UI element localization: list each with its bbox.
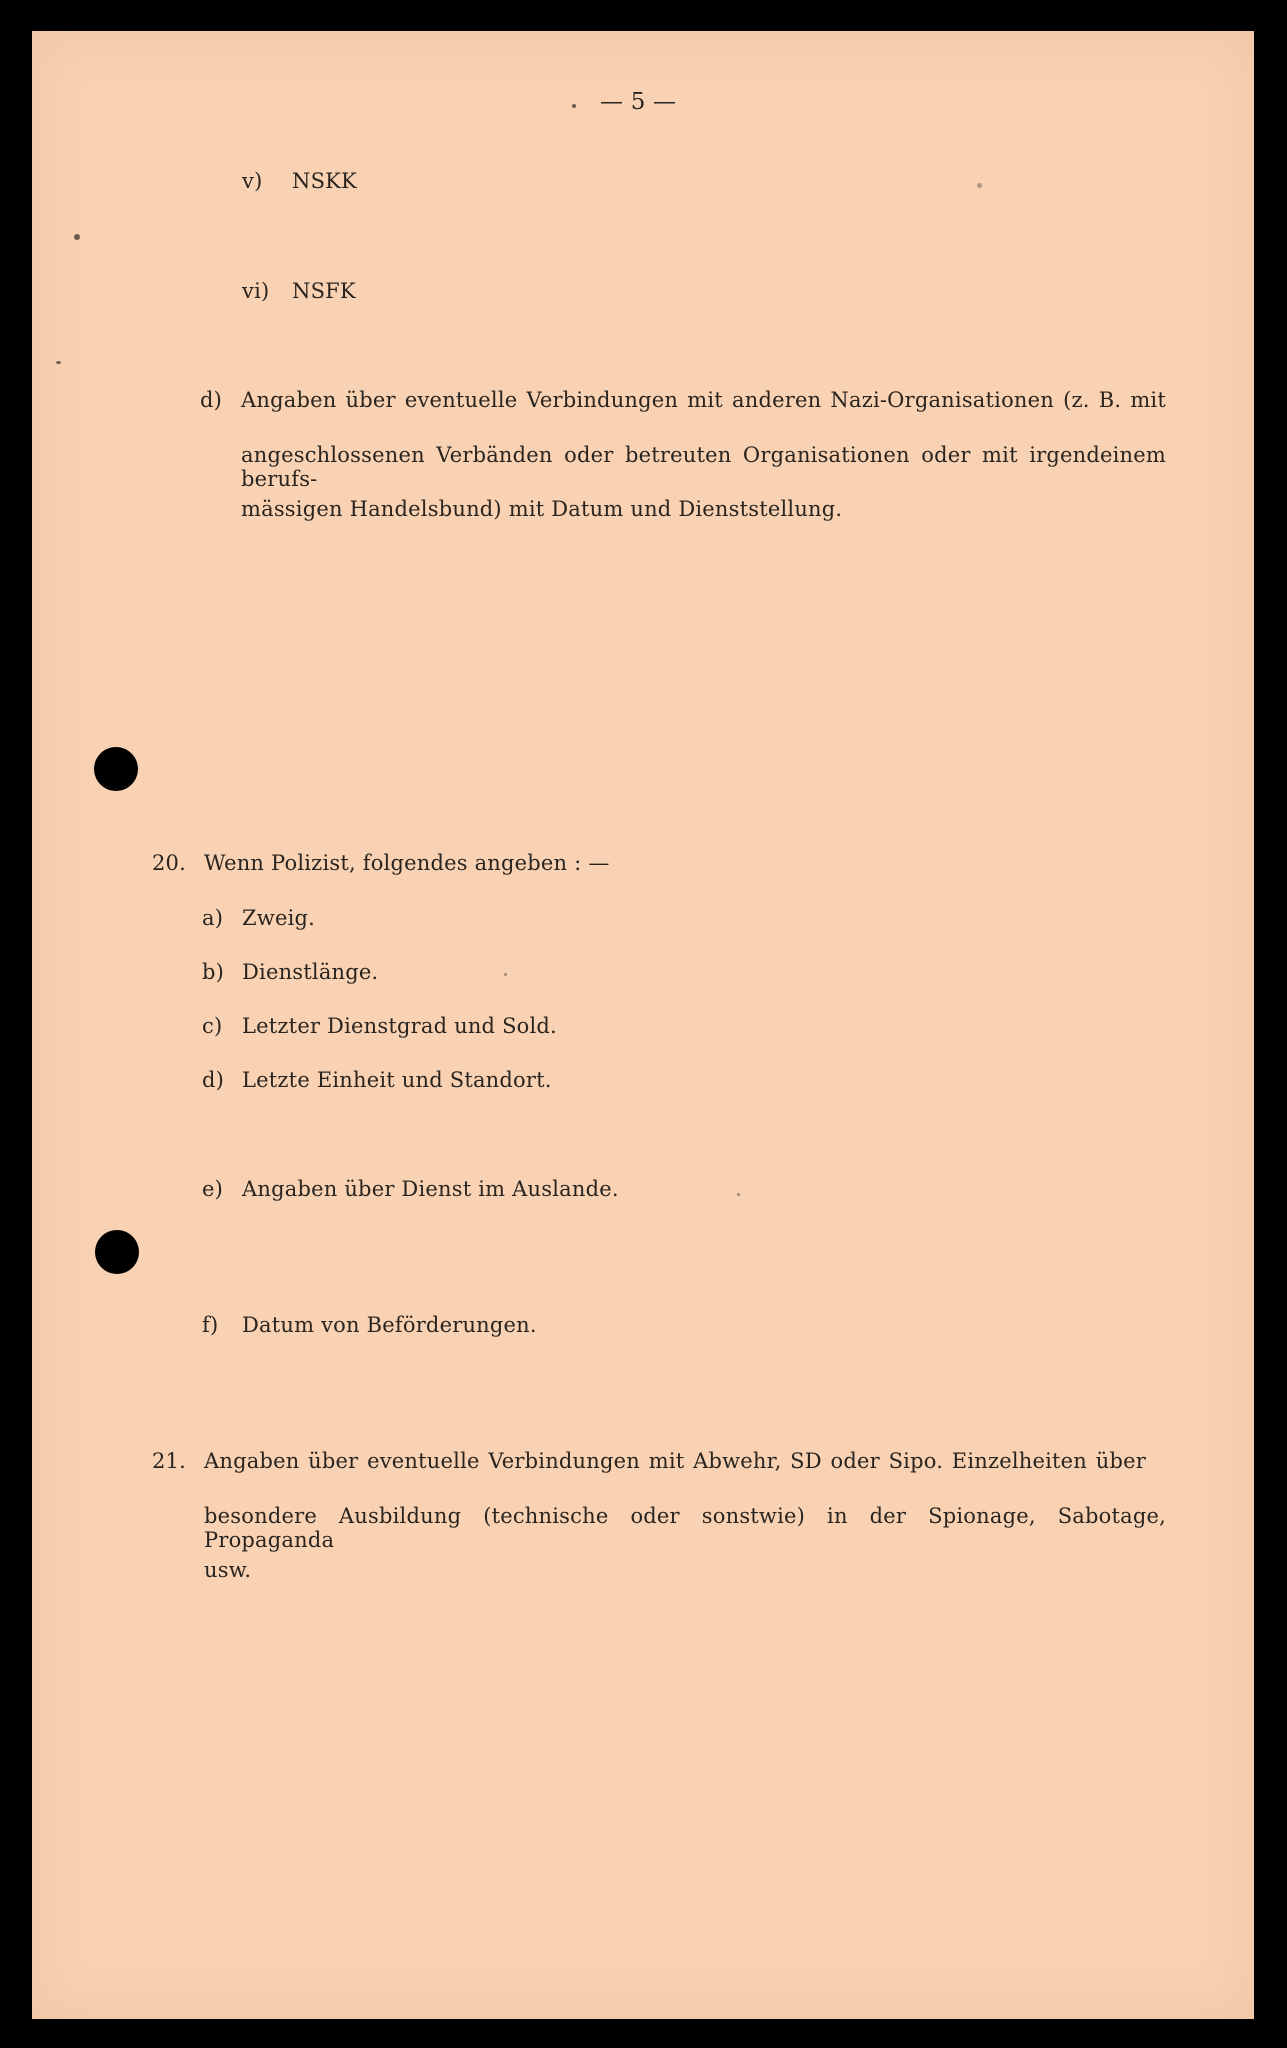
item-vi [242, 279, 356, 303]
d-section-line-3: mässigen Handelsbund) mit Datum und Dienststellung. [241, 497, 843, 521]
q21-line-1: Angaben über eventuelle Verbindungen mit Abwehr, SD oder Sipo. Einzelheiten über [204, 1449, 1146, 1473]
sub-text: Letzte Einheit und Standort. [242, 1068, 552, 1092]
d-section-marker: d) [200, 388, 223, 412]
paper-speck [977, 183, 982, 188]
d-section-line-1: Angaben über eventuelle Verbindungen mit anderen Nazi-Organisationen (z. B. mit [241, 388, 1166, 412]
sub-marker: d) [202, 1068, 225, 1092]
sub-text: Zweig. [242, 906, 316, 930]
sub-marker: e) [202, 1177, 224, 1201]
punch-hole [95, 1230, 139, 1274]
item-text: NSKK [292, 169, 357, 193]
sub-text: Dienstlänge. [242, 960, 379, 984]
q20-sub-c [202, 1014, 557, 1038]
q21-number: 21. [152, 1449, 186, 1473]
q20-sub-b [202, 960, 378, 984]
q21-line-3: usw. [204, 1558, 252, 1582]
q20-sub-e [202, 1177, 619, 1201]
paper-speck [56, 361, 61, 364]
question-text: Wenn Polizist, folgendes angeben : — [204, 851, 610, 875]
sub-marker: b) [202, 960, 225, 984]
q20-heading [152, 851, 610, 875]
sub-marker: c) [202, 1014, 223, 1038]
q21-line-2: besondere Ausbildung (technische oder sonstwie) in der Spionage, Sabotage, Propaganda [204, 1504, 1166, 1552]
paper-speck [504, 973, 507, 976]
sub-text: Datum von Beförderungen. [242, 1313, 537, 1337]
paper-speck [572, 104, 576, 108]
q20-sub-d [202, 1068, 552, 1092]
item-marker: v) [242, 169, 263, 193]
item-marker: vi) [242, 279, 270, 303]
sub-text: Angaben über Dienst im Auslande. [242, 1177, 619, 1201]
document-page [32, 31, 1254, 2019]
question-number: 20. [152, 851, 186, 875]
item-v [242, 169, 357, 193]
q20-sub-f [202, 1313, 537, 1337]
page-number: — 5 — [600, 89, 677, 115]
sub-marker: a) [202, 906, 224, 930]
punch-hole [94, 747, 138, 791]
item-text: NSFK [292, 279, 356, 303]
q20-sub-a [202, 906, 315, 930]
sub-marker: f) [202, 1313, 219, 1337]
sub-text: Letzter Dienstgrad und Sold. [242, 1014, 557, 1038]
d-section-line-2: angeschlossenen Verbänden oder betreuten Organisationen oder mit irgendeinem berufs- [241, 443, 1166, 491]
paper-speck [74, 234, 80, 240]
paper-speck [737, 1193, 740, 1196]
